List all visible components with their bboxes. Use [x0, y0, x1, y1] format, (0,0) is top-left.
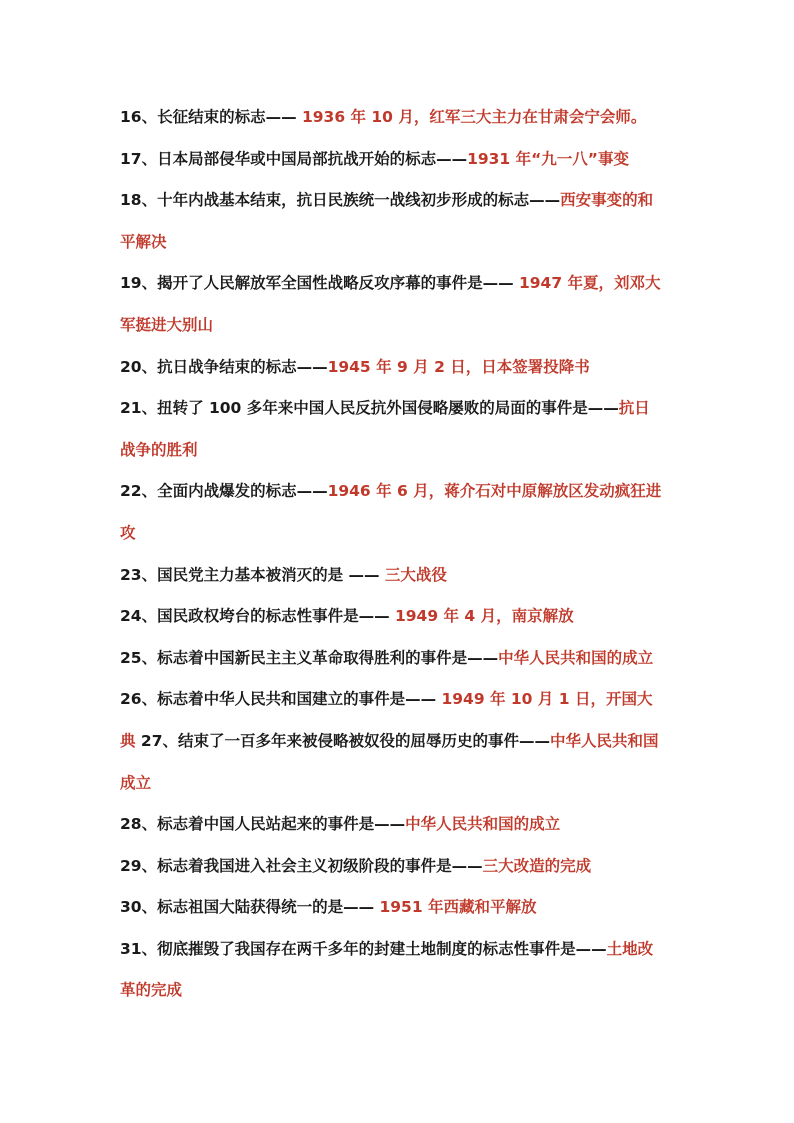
answer-text: 1931 年“九一八”事变	[467, 149, 629, 168]
answer-text: 1951 年西藏和平解放	[379, 898, 537, 917]
question-text: 24、国民政权垮台的标志性事件是——	[120, 607, 395, 626]
line-26-27	[120, 721, 676, 763]
answer-text: 1936 年 10 月，红军三大主力在甘肃会宁会师。	[301, 108, 647, 126]
answer-text: 平解决	[120, 232, 167, 251]
question-text: 30、标志祖国大陆获得统一的是——	[120, 898, 380, 917]
question-text: 23、国民党主力基本被消灭的是 ——	[120, 565, 385, 584]
question-text: 19、揭开了人民解放军全国性战略反攻序幕的事件是——	[120, 274, 519, 293]
question-text: 18、十年内战基本结束，抗日民族统一战线初步形成的标志——	[120, 191, 561, 210]
answer-text: 三大改造的完成	[482, 856, 592, 875]
question-text-27: 27、结束了一百多年来被侵略被奴役的屈辱历史的事件——	[135, 731, 550, 750]
question-text: 28、标志着中国人民站起来的事件是——	[120, 815, 406, 834]
line-25	[120, 638, 676, 680]
answer-text: 三大战役	[384, 565, 447, 584]
question-text: 17、日本局部侵华或中国局部抗战开始的标志——	[120, 149, 468, 168]
line-30	[120, 887, 676, 929]
line-31	[120, 929, 676, 971]
line-19-cont	[120, 305, 676, 347]
answer-text: 西安事变的和	[560, 191, 654, 210]
line-18-cont	[120, 222, 676, 264]
line-26	[120, 679, 676, 721]
answer-text: 中华人民共和国的成立	[405, 815, 561, 834]
answer-text: 成立	[120, 773, 152, 792]
answer-text-27: 中华人民共和国	[549, 731, 659, 750]
answer-text: 抗日	[618, 399, 650, 418]
question-text: 21、扭转了 100 多年来中国人民反抗外国侵略屡败的局面的事件是——	[120, 399, 619, 418]
question-text: 20、抗日战争结束的标志——	[120, 357, 328, 376]
line-17	[120, 139, 676, 181]
answer-text: 革的完成	[120, 981, 183, 1000]
answer-text: 1946 年 6 月，蒋介石对中原解放区发动疯狂进	[327, 482, 662, 501]
answer-text: 战争的胜利	[120, 440, 198, 459]
line-24	[120, 596, 676, 638]
line-21	[120, 388, 676, 430]
line-18	[120, 180, 676, 222]
line-31-cont	[120, 970, 676, 1012]
answer-text: 1947 年夏，刘邓大	[518, 274, 661, 293]
answer-text: 军挺进大别山	[120, 315, 214, 334]
line-22-cont	[120, 513, 676, 555]
line-23	[120, 555, 676, 597]
answer-text: 土地改	[606, 939, 654, 958]
answer-text: 攻	[120, 523, 136, 542]
answer-text: 1949 年 4 月，南京解放	[394, 607, 574, 626]
line-20	[120, 347, 676, 389]
question-text: 22、全面内战爆发的标志——	[120, 482, 328, 501]
line-16	[120, 97, 676, 139]
question-text: 26、标志着中华人民共和国建立的事件是——	[120, 690, 442, 709]
question-text: 25、标志着中国新民主主义革命取得胜利的事件是——	[120, 648, 499, 667]
line-19	[120, 263, 676, 305]
question-text: 16、长征结束的标志——	[120, 108, 302, 126]
answer-text: 中华人民共和国的成立	[498, 648, 654, 667]
line-21-cont	[120, 430, 676, 472]
question-text: 31、彻底摧毁了我国存在两千多年的封建土地制度的标志性事件是——	[120, 939, 607, 958]
question-text: 29、标志着我国进入社会主义初级阶段的事件是——	[120, 856, 483, 875]
line-29	[120, 846, 676, 888]
answer-text: 典	[120, 731, 136, 750]
line-22	[120, 471, 676, 513]
document-body	[120, 97, 676, 1012]
line-28	[120, 804, 676, 846]
answer-text: 1949 年 10 月 1 日，开国大	[441, 690, 653, 709]
line-27-cont	[120, 763, 676, 805]
answer-text: 1945 年 9 月 2 日，日本签署投降书	[327, 357, 590, 376]
